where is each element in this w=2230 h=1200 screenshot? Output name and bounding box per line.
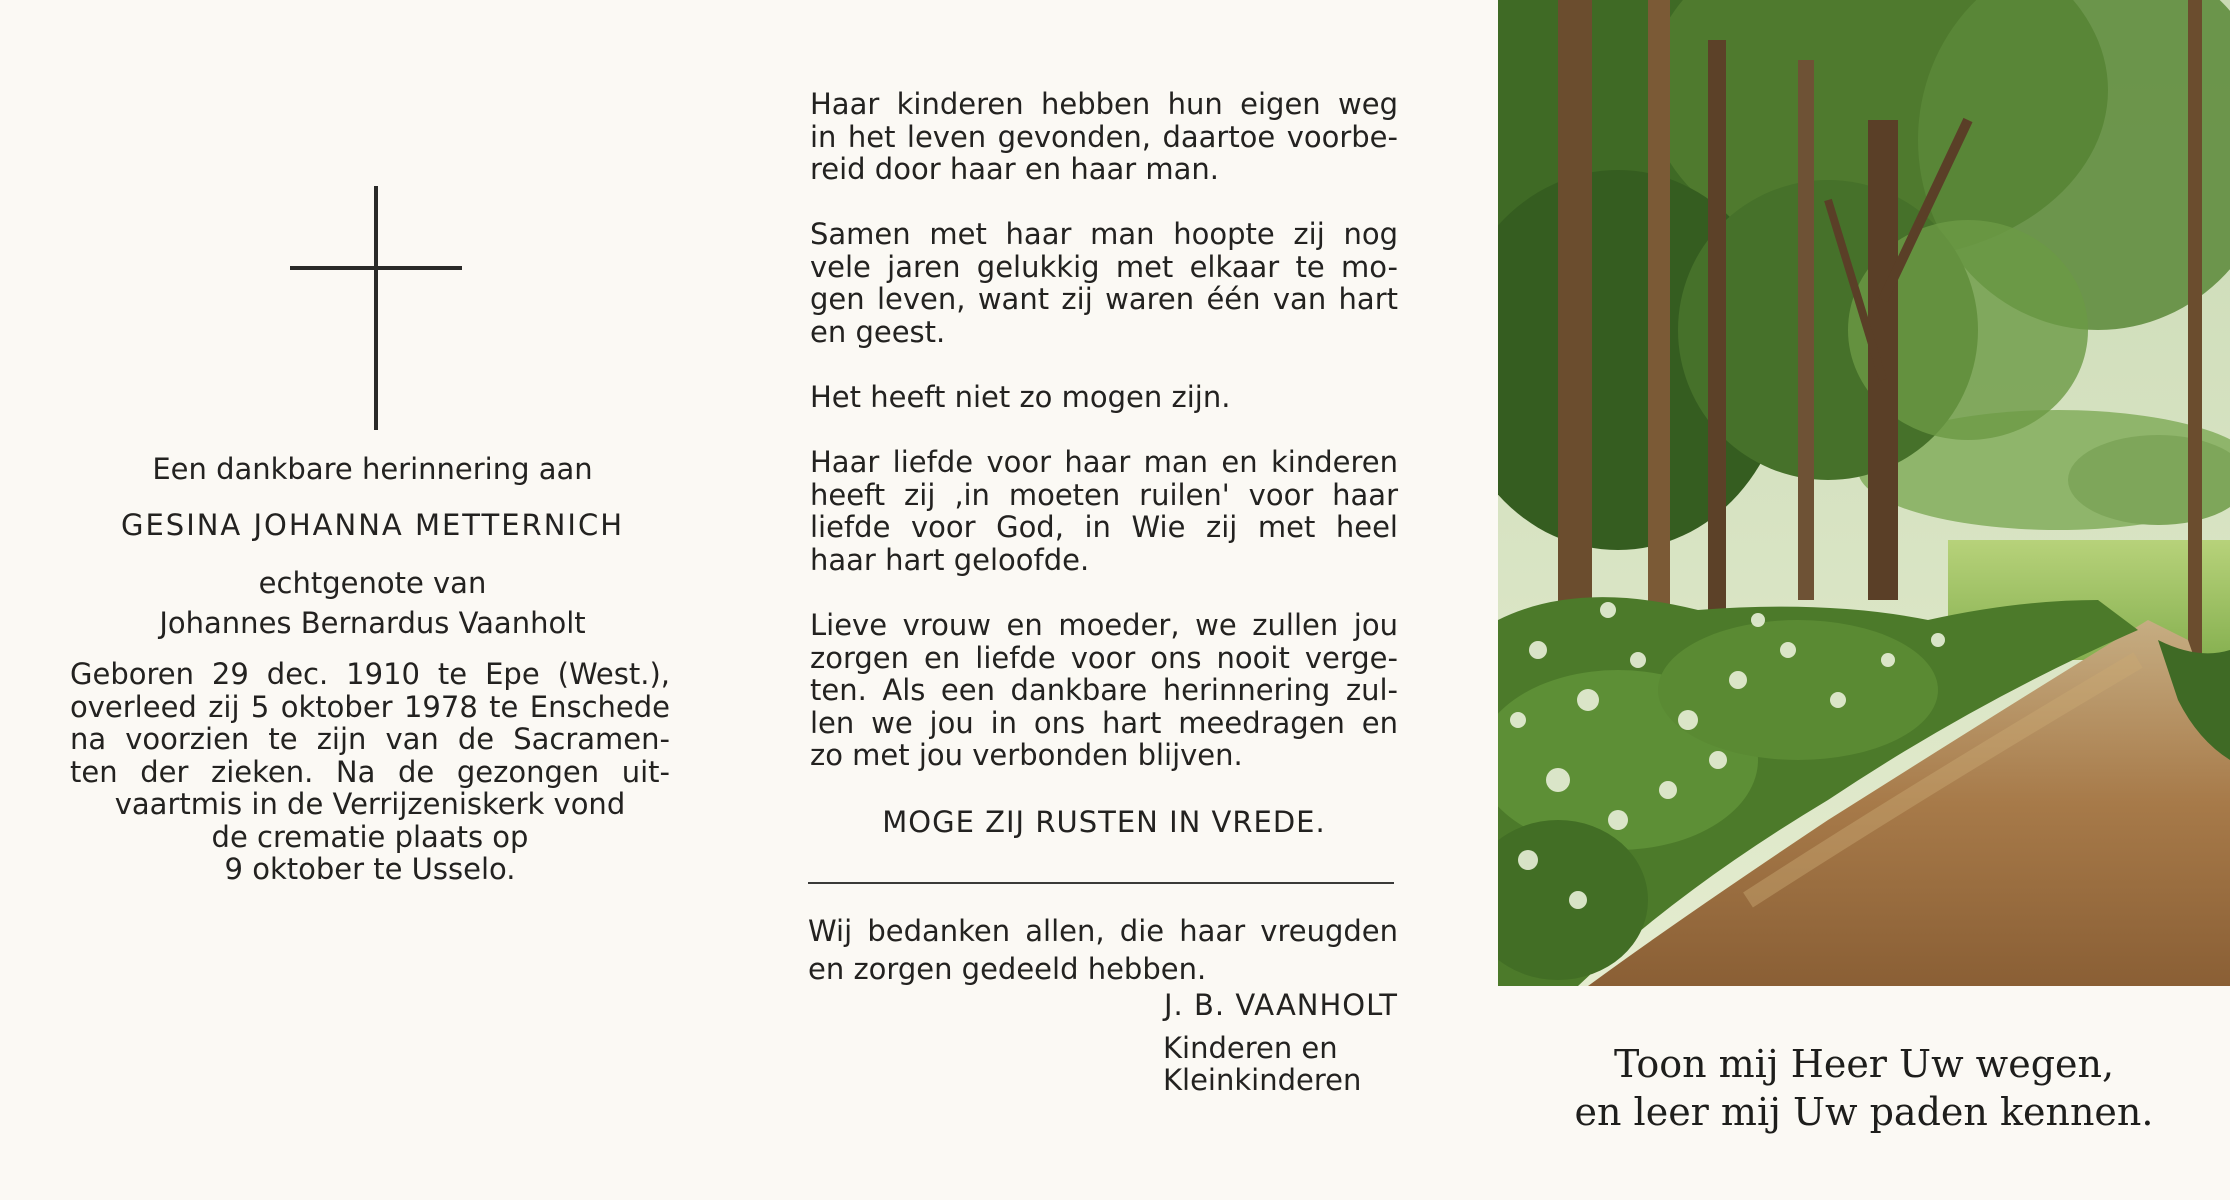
text-line: liefde voor God, in Wie zij met heel — [810, 510, 1398, 544]
text-line: Haar kinderen hebben hun eigen weg — [810, 87, 1398, 121]
biography — [70, 658, 670, 886]
text-line: en geest. — [810, 314, 946, 349]
bio-line: overleed zij 5 oktober 1978 te Enschede — [70, 689, 670, 724]
tree-lined-path-photo — [1498, 0, 2230, 986]
text-line: zorgen en liefde voor ons nooit verge- — [810, 640, 1398, 675]
text-line: reid door haar en haar man. — [810, 152, 1220, 186]
text-line: heeft zij ‚in moeten ruilen' voor haar — [810, 477, 1398, 512]
signer-name: J. B. VAANHOLT — [1164, 988, 1398, 1022]
right-panel — [1498, 0, 2230, 1200]
text-line: Samen met haar man hoopte zij nog — [810, 217, 1398, 251]
bio-line: de crematie plaats op — [211, 819, 529, 854]
text-line: vele jaren gelukkig met elkaar te mo- — [810, 249, 1398, 284]
verse-line: en leer mij Uw paden kennen. — [1574, 1090, 2154, 1134]
family-line: Kleinkinderen — [1163, 1063, 1362, 1097]
paragraph — [810, 88, 1398, 186]
text-line: Wij bedanken allen, die haar vreugden — [808, 914, 1398, 948]
text-line: Lieve vrouw en moeder, we zullen jou — [810, 608, 1398, 642]
left-panel — [0, 0, 745, 1200]
closing-prayer: MOGE ZIJ RUSTEN IN VREDE. — [882, 805, 1326, 839]
paragraph — [810, 381, 1398, 414]
text-line: ten. Als een dankbare herinnering zul- — [810, 673, 1398, 707]
bio-line: ten der zieken. Na de gezongen uit- — [70, 754, 670, 789]
spouse-name: Johannes Bernardus Vaanholt — [159, 606, 586, 640]
deceased-name: GESINA JOHANNA METTERNICH — [120, 508, 624, 542]
thanks-text — [808, 912, 1398, 988]
text-line: Haar liefde voor haar man en kinderen — [810, 445, 1398, 479]
paragraph — [810, 218, 1398, 348]
intro-text: Een dankbare herinnering aan — [152, 452, 593, 486]
paragraph — [810, 609, 1398, 772]
text-line: len we jou in ons hart meedragen en — [810, 705, 1398, 740]
family-line: Kinderen en — [1163, 1031, 1338, 1065]
bio-line: vaartmis in de Verrijzeniskerk vond — [114, 787, 626, 821]
family-signature — [1163, 1032, 1361, 1096]
text-line: en zorgen gedeeld hebben. — [808, 952, 1207, 986]
text-line: in het leven gevonden, daartoe voorbe- — [810, 119, 1398, 154]
bio-line: Geboren 29 dec. 1910 te Epe (West.), — [70, 657, 670, 691]
spouse-prefix: echtgenote van — [258, 566, 487, 600]
text-line: gen leven, want zij waren één van hart — [810, 282, 1398, 316]
bio-line: 9 oktober te Usselo. — [224, 852, 516, 886]
text-line: haar hart geloofde. — [810, 542, 1090, 577]
cross-icon — [290, 186, 462, 430]
text-line: zo met jou verbonden blijven. — [810, 738, 1243, 772]
bio-line: na voorzien te zijn van de Sacramen- — [70, 722, 670, 756]
verse-line: Toon mij Heer Uw wegen, — [1613, 1042, 2115, 1086]
paragraph — [810, 446, 1398, 576]
divider-line — [808, 882, 1394, 884]
text-line: Het heeft niet zo mogen zijn. — [810, 380, 1231, 414]
